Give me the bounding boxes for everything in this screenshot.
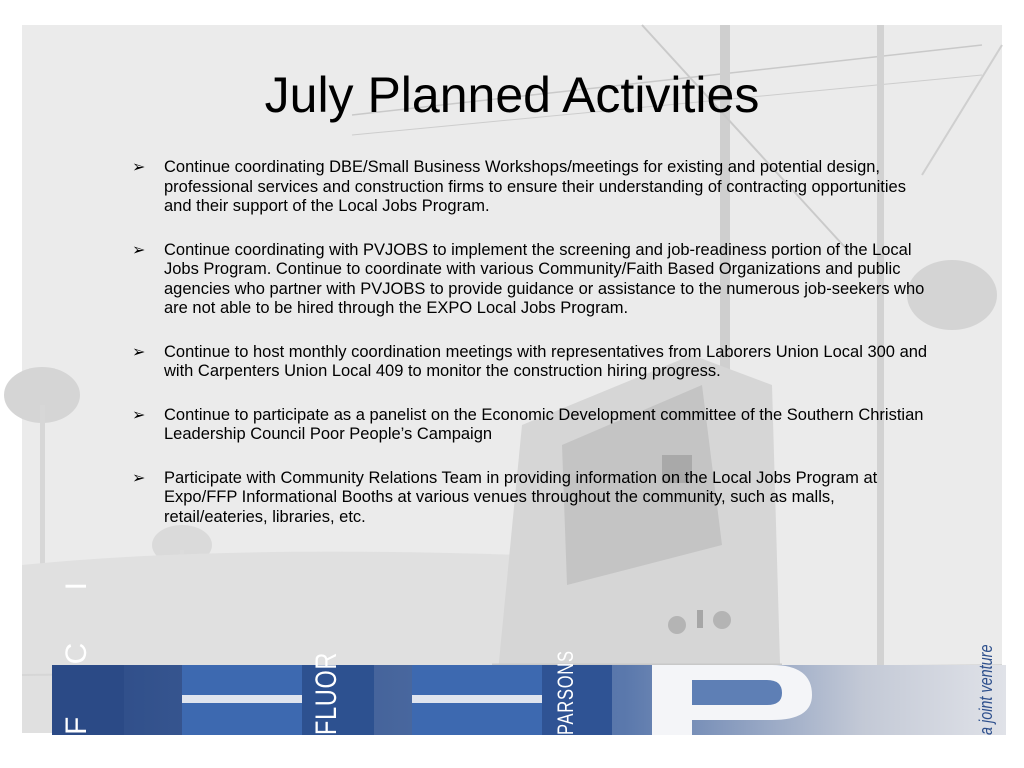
fluor-logo-text: FLUOR [310,651,343,735]
bullet-text: Participate with Community Relations Team in providing information on the Local Jobs Program at Expo/FFP Informational Booths at various venues throughout the community, such as malls, retail/eateries, libraries, etc. [164,468,878,526]
bullet-text: Continue to participate as a panelist on the Economic Development committee of the Southern Christian Leadership Council Poor People’s Campaign [164,405,924,443]
joint-venture-tagline: a joint venture [976,644,996,735]
fci-logo-text: F C I [60,560,93,735]
arrow-bullet-icon: ➢ [132,241,146,259]
bullet-item [132,158,932,217]
bullet-item [132,469,932,528]
bullet-text: Continue to host monthly coordination meetings with representatives from Laborers Union Local 300 and with Carpenters Union Local 409 to monitor the construction hiring progress. [164,342,928,380]
slide-title: July Planned Activities [264,67,760,123]
arrow-bullet-icon: ➢ [132,159,146,176]
joint-venture-logo-banner [52,560,1006,735]
bullet-text: Continue coordinating DBE/Small Business Workshops/meetings for existing and potential design, professional services and construction firms to ensure their understanding of contracting opportunities and their support of the Local Jobs Program. [164,158,906,215]
parsons-logo-text: PARSONS [553,650,578,735]
bullet-list [132,158,932,551]
logo-banner-graphic [52,665,1006,735]
arrow-bullet-icon: ➢ [132,469,146,487]
arrow-bullet-icon: ➢ [132,406,146,424]
bullet-item [132,406,932,445]
bullet-item [132,241,932,319]
bullet-item [132,343,932,382]
arrow-bullet-icon: ➢ [132,343,146,361]
bullet-text: Continue coordinating with PVJOBS to implement the screening and job-readiness portion of the Local Jobs Program. Continue to coordinate with various Community/Faith Based Organizations and public agencies who partner with PVJOBS to provide guidance or assistance to the numerous job-seekers who are not able to be hired through the EXPO Local Jobs Program. [164,240,925,317]
